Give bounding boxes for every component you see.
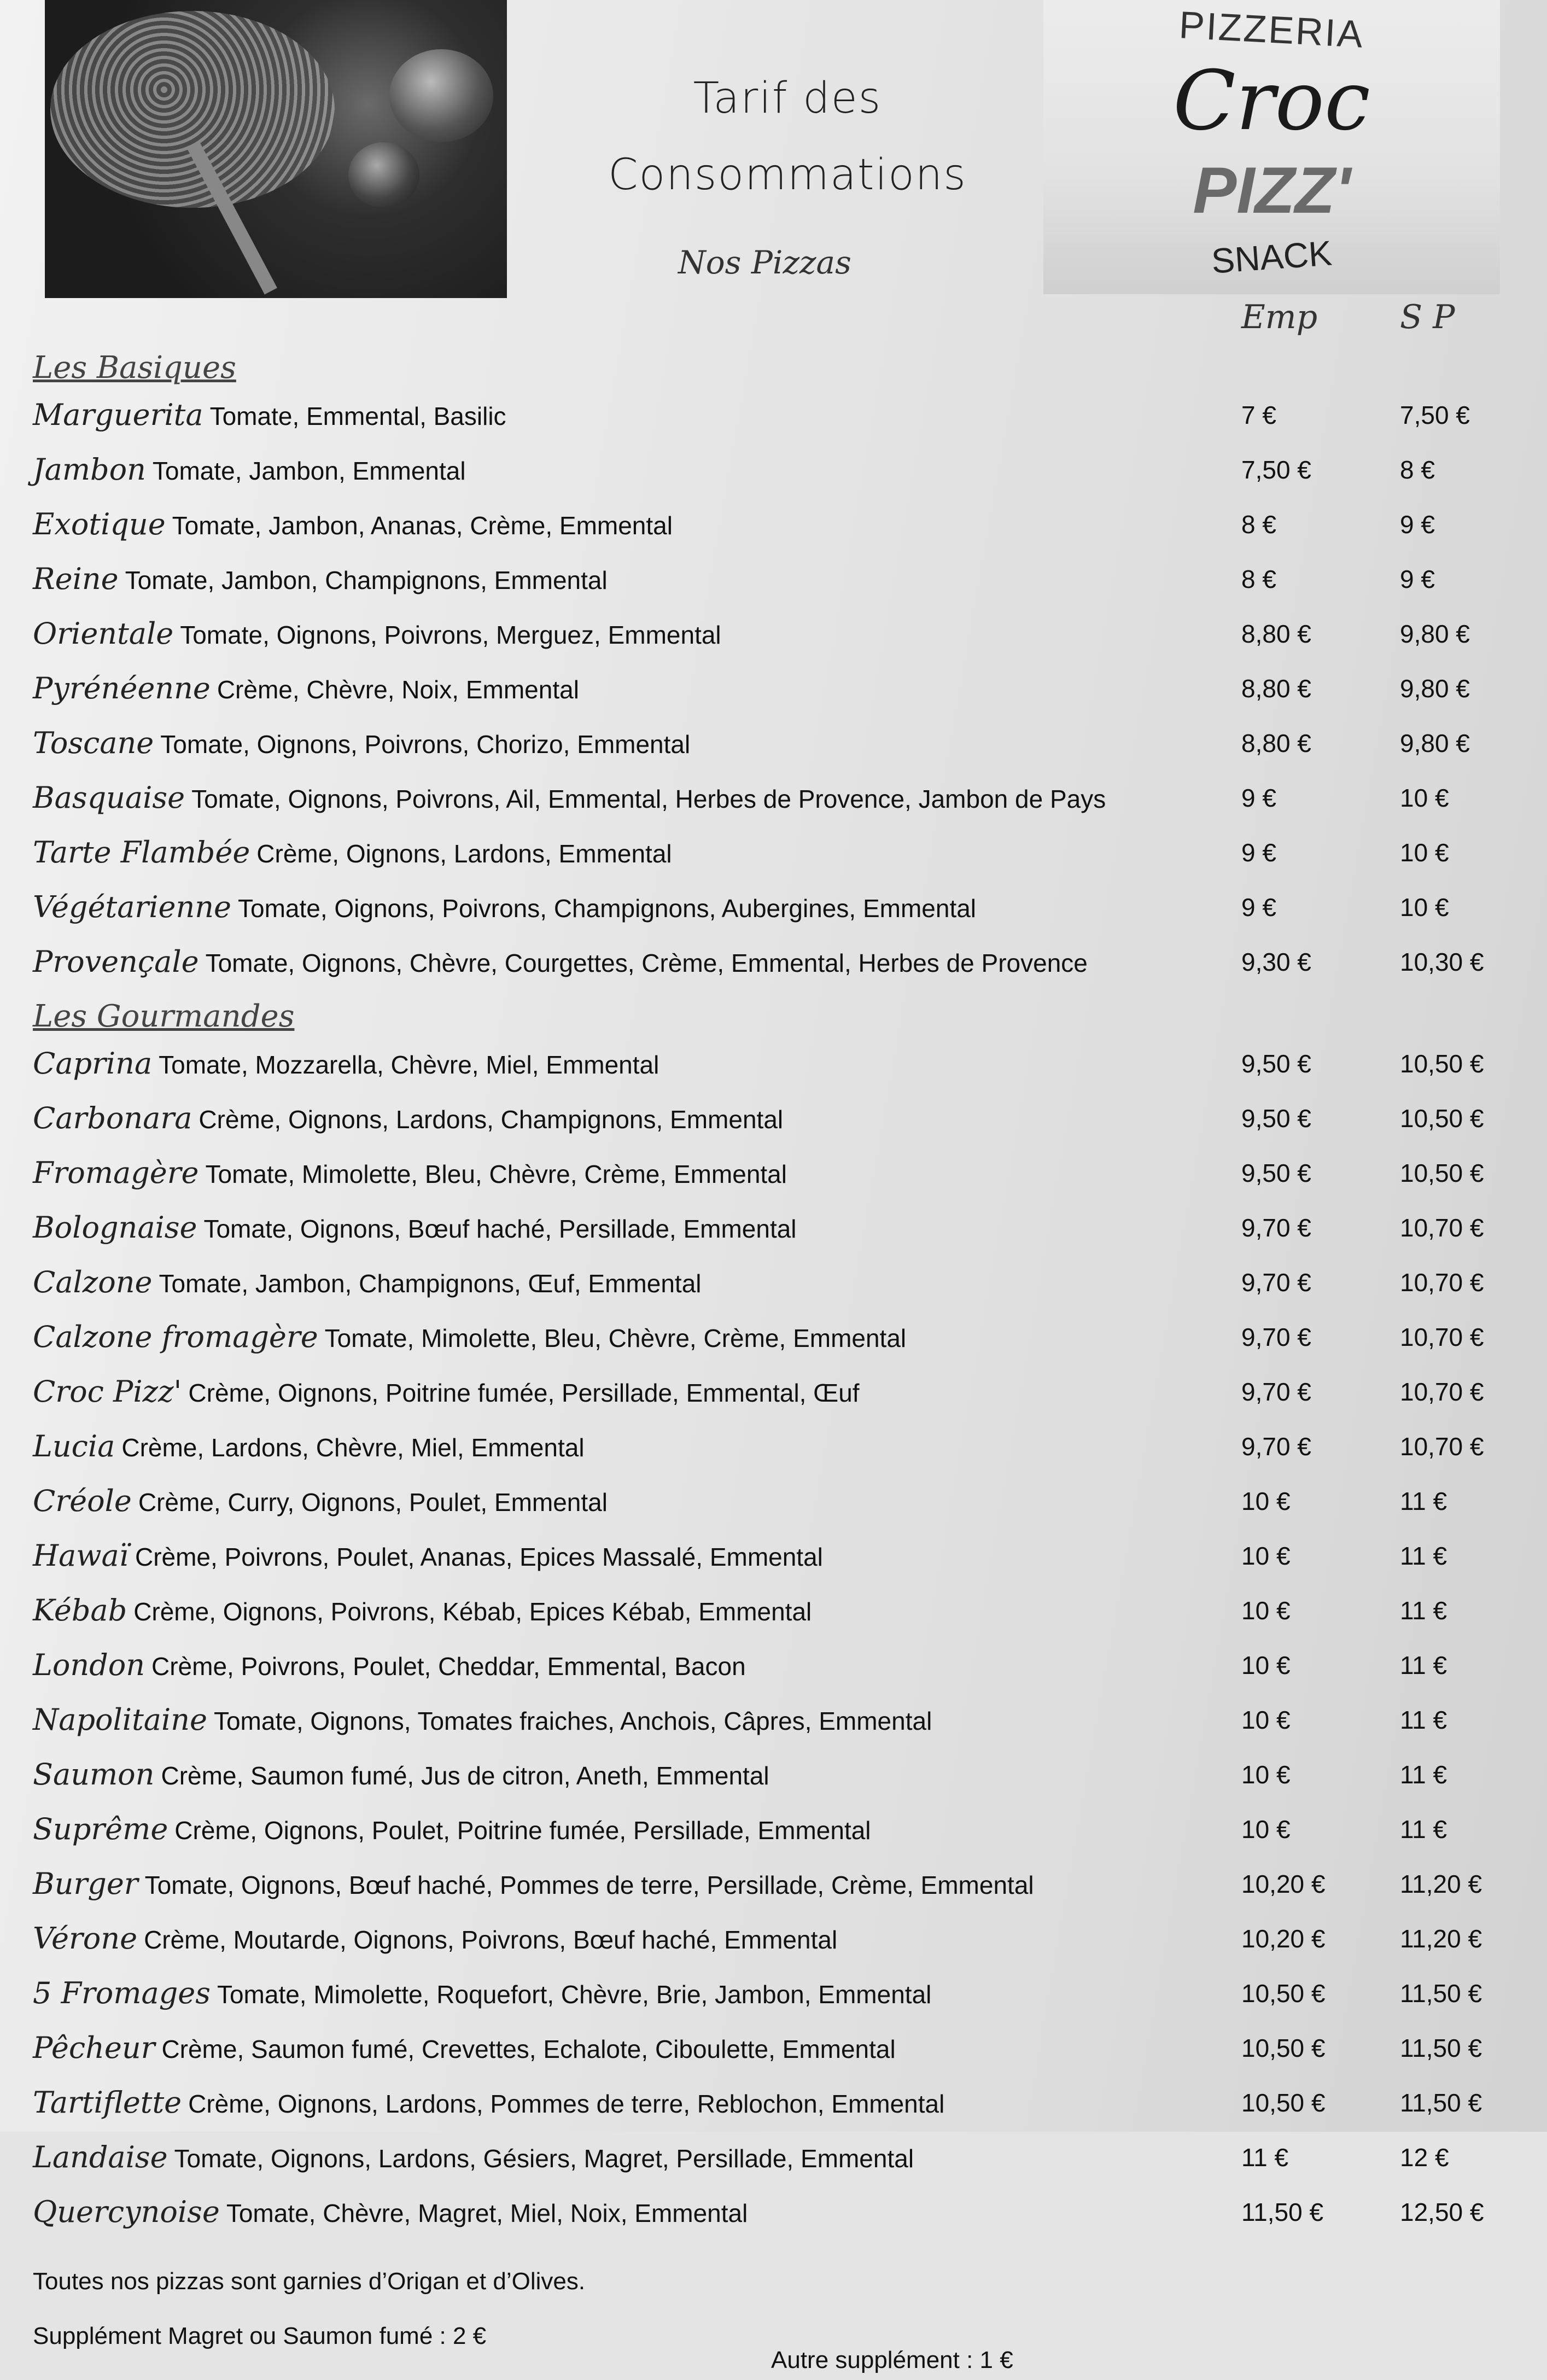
- price-sp: 11,50 €: [1400, 2034, 1482, 2062]
- menu-item: [33, 1532, 1531, 1587]
- pizza-name: Caprina: [33, 1046, 153, 1081]
- pizza-ingredients: Tomate, Emmental, Basilic: [209, 402, 506, 430]
- pizza-ingredients: Crème, Curry, Oignons, Poulet, Emmental: [138, 1488, 608, 1516]
- pizza-ingredients: Tomate, Jambon, Ananas, Crème, Emmental: [172, 511, 673, 540]
- pizza-description: [33, 1423, 1214, 1478]
- tomato-image: [389, 49, 493, 142]
- price-emp: 9,50 €: [1241, 1049, 1311, 1078]
- price-sp: 11,20 €: [1400, 1924, 1482, 1953]
- price-emp: 9 €: [1241, 784, 1276, 812]
- price-sp: 11 €: [1400, 1542, 1447, 1570]
- menu-item: [33, 938, 1531, 993]
- pizza-description: [33, 829, 1214, 884]
- pizza-name: Carbonara: [33, 1101, 192, 1135]
- price-sp: 10,30 €: [1400, 948, 1484, 976]
- pizza-description: [33, 1368, 1214, 1423]
- price-sp: 10,70 €: [1400, 1268, 1484, 1297]
- pizza-ingredients: Crème, Oignons, Lardons, Champignons, Emmental: [199, 1105, 784, 1134]
- menu-item: [33, 884, 1531, 938]
- tomato-image: [348, 142, 419, 208]
- price-emp: 8 €: [1241, 565, 1276, 593]
- menu-item: [33, 1970, 1531, 2025]
- menu-item: [33, 2134, 1531, 2189]
- pizza-ingredients: Crème, Poivrons, Poulet, Cheddar, Emmental, Bacon: [151, 1652, 746, 1681]
- menu-item: [33, 1204, 1531, 1259]
- price-emp: 10 €: [1241, 1815, 1291, 1844]
- menu-list: [33, 345, 1531, 2243]
- price-emp: 9 €: [1241, 893, 1276, 921]
- price-emp: 9,70 €: [1241, 1268, 1311, 1297]
- logo-top-text: PIZZERIA: [1178, 3, 1365, 56]
- pizza-description: [33, 1642, 1214, 1696]
- pizza-description: [33, 1696, 1214, 1751]
- price-sp: 10,70 €: [1400, 1214, 1484, 1242]
- pizza-photo: [45, 0, 507, 298]
- pizza-name: Créole: [33, 1484, 132, 1518]
- menu-item: [33, 2189, 1531, 2243]
- price-emp: 10,50 €: [1241, 1979, 1326, 2008]
- menu-item: [33, 720, 1531, 774]
- pizza-ingredients: Tomate, Oignons, Bœuf haché, Pommes de terre, Persillade, Crème, Emmental: [144, 1871, 1034, 1899]
- price-sp: 7,50 €: [1400, 401, 1470, 429]
- price-sp: 11 €: [1400, 1815, 1447, 1844]
- pizza-ingredients: Crème, Saumon fumé, Crevettes, Echalote, Ciboulette, Emmental: [161, 2035, 896, 2063]
- price-sp: 11,50 €: [1400, 1979, 1482, 2008]
- menu-item: [33, 1150, 1531, 1204]
- menu-item: [33, 1259, 1531, 1314]
- logo-bottom-text: SNACK: [1210, 233, 1333, 281]
- pizza-description: [33, 1532, 1214, 1587]
- pizza-ingredients: Crème, Saumon fumé, Jus de citron, Aneth, Emmental: [161, 1761, 769, 1790]
- price-sp: 10,70 €: [1400, 1432, 1484, 1461]
- pizza-name: Kébab: [33, 1593, 127, 1628]
- pizza-name: Provençale: [33, 944, 199, 979]
- price-emp: 8,80 €: [1241, 729, 1311, 757]
- pizza-description: [33, 938, 1214, 993]
- pizza-name: Tartiflette: [33, 2085, 182, 2120]
- price-sp: 10,70 €: [1400, 1323, 1484, 1351]
- menu-item: [33, 1860, 1531, 1915]
- menu-item: [33, 2079, 1531, 2134]
- pizza-name: Pyrénéenne: [33, 671, 211, 705]
- pizza-description: [33, 1095, 1214, 1150]
- menu-item: [33, 1478, 1531, 1532]
- column-header-sp: S P: [1400, 298, 1455, 336]
- garnish-note: Toutes nos pizzas sont garnies d’Origan et d’Olives.: [33, 2268, 586, 2295]
- price-sp: 10,50 €: [1400, 1104, 1484, 1133]
- price-sp: 11 €: [1400, 1706, 1447, 1734]
- pizza-description: [33, 1314, 1214, 1368]
- menu-item: [33, 665, 1531, 720]
- pizza-description: [33, 1204, 1214, 1259]
- pizza-description: [33, 1860, 1214, 1915]
- price-emp: 10,20 €: [1241, 1870, 1326, 1898]
- pizza-name: Végétarienne: [33, 890, 231, 924]
- pizza-name: Burger: [33, 1866, 138, 1901]
- pizza-ingredients: Crème, Oignons, Lardons, Emmental: [256, 839, 672, 868]
- section-heading: Les Basiques: [33, 350, 236, 386]
- pizza-ingredients: Tomate, Oignons, Poivrons, Chorizo, Emmental: [160, 730, 691, 759]
- pizza-name: Basquaise: [33, 780, 185, 815]
- menu-item: [33, 610, 1531, 665]
- menu-item: [33, 501, 1531, 556]
- price-sp: 10,70 €: [1400, 1378, 1484, 1406]
- pizza-name: Fromagère: [33, 1156, 199, 1190]
- pizza-ingredients: Crème, Oignons, Lardons, Pommes de terre, Reblochon, Emmental: [188, 2090, 945, 2118]
- pizza-ingredients: Crème, Oignons, Poitrine fumée, Persillade, Emmental, Œuf: [188, 1379, 860, 1407]
- price-sp: 10,50 €: [1400, 1159, 1484, 1187]
- price-sp: 11 €: [1400, 1760, 1447, 1789]
- page-title: [547, 60, 1028, 213]
- pizza-name: Pêcheur: [33, 2031, 155, 2065]
- menu-item: [33, 1915, 1531, 1970]
- section-heading: Les Gourmandes: [33, 999, 295, 1034]
- pizza-description: [33, 2025, 1214, 2079]
- price-emp: 9 €: [1241, 838, 1276, 867]
- pizza-ingredients: Tomate, Mozzarella, Chèvre, Miel, Emmental: [159, 1051, 659, 1079]
- pizza-description: [33, 2079, 1214, 2134]
- pizza-name: Tarte Flambée: [33, 835, 250, 870]
- price-emp: 10 €: [1241, 1487, 1291, 1515]
- price-sp: 11,50 €: [1400, 2089, 1482, 2117]
- price-emp: 10 €: [1241, 1706, 1291, 1734]
- pizza-ingredients: Crème, Oignons, Poivrons, Kébab, Epices Kébab, Emmental: [133, 1597, 812, 1626]
- menu-item: [33, 1423, 1531, 1478]
- pizza-ingredients: Tomate, Jambon, Emmental: [152, 457, 466, 485]
- menu-item: [33, 1587, 1531, 1642]
- pizza-ingredients: Crème, Moutarde, Oignons, Poivrons, Bœuf haché, Emmental: [144, 1926, 838, 1954]
- price-sp: 11 €: [1400, 1487, 1447, 1515]
- pizza-image: [50, 11, 335, 208]
- pizza-name: Orientale: [33, 616, 174, 651]
- menu-item: [33, 2025, 1531, 2079]
- price-emp: 10 €: [1241, 1760, 1291, 1789]
- pizza-ingredients: Tomate, Jambon, Champignons, Œuf, Emmental: [159, 1269, 702, 1298]
- pizza-ingredients: Crème, Chèvre, Noix, Emmental: [217, 675, 579, 704]
- menu-item: [33, 1314, 1531, 1368]
- pizza-description: [33, 774, 1214, 829]
- other-supplement-note: Autre supplément : 1 €: [771, 2347, 1013, 2373]
- price-emp: 9,70 €: [1241, 1214, 1311, 1242]
- pizza-description: [33, 610, 1214, 665]
- menu-content: [33, 345, 1531, 2380]
- pizza-name: Toscane: [33, 726, 154, 760]
- pizza-description: [33, 501, 1214, 556]
- price-emp: 11,50 €: [1241, 2198, 1324, 2226]
- pizza-description: [33, 720, 1214, 774]
- pizza-ingredients: Crème, Oignons, Poulet, Poitrine fumée, Persillade, Emmental: [174, 1816, 871, 1845]
- pizza-description: [33, 1150, 1214, 1204]
- pizza-description: [33, 556, 1214, 610]
- menu-item: [33, 392, 1531, 446]
- price-emp: 8 €: [1241, 510, 1276, 539]
- price-sp: 9,80 €: [1400, 729, 1470, 757]
- pizza-name: Calzone fromagère: [33, 1320, 318, 1354]
- price-emp: 10 €: [1241, 1542, 1291, 1570]
- pizza-ingredients: Tomate, Mimolette, Roquefort, Chèvre, Brie, Jambon, Emmental: [217, 1980, 932, 2009]
- pizza-ingredients: Tomate, Mimolette, Bleu, Chèvre, Crème, Emmental: [205, 1160, 787, 1188]
- price-emp: 9,70 €: [1241, 1323, 1311, 1351]
- price-emp: 9,30 €: [1241, 948, 1311, 976]
- price-sp: 11,20 €: [1400, 1870, 1482, 1898]
- price-sp: 12 €: [1400, 2143, 1449, 2172]
- menu-item: [33, 1095, 1531, 1150]
- title-line: Consommations: [608, 150, 967, 200]
- pizza-description: [33, 884, 1214, 938]
- pizza-ingredients: Tomate, Chèvre, Magret, Miel, Noix, Emmental: [226, 2199, 748, 2227]
- pizza-name: Suprême: [33, 1812, 168, 1846]
- logo-bold-text: PIZZ': [1193, 154, 1351, 227]
- price-emp: 10,50 €: [1241, 2089, 1326, 2117]
- pizza-name: Lucia: [33, 1429, 115, 1463]
- menu-item: [33, 556, 1531, 610]
- pizza-description: [33, 1751, 1214, 1806]
- pizza-description: [33, 1915, 1214, 1970]
- price-sp: 10,50 €: [1400, 1049, 1484, 1078]
- pizza-name: Vérone: [33, 1921, 138, 1956]
- pizza-description: [33, 1587, 1214, 1642]
- pizza-description: [33, 1478, 1214, 1532]
- pizza-description: [33, 2134, 1214, 2189]
- price-emp: 8,80 €: [1241, 674, 1311, 703]
- price-sp: 12,50 €: [1400, 2198, 1484, 2226]
- price-sp: 10 €: [1400, 784, 1449, 812]
- price-sp: 9,80 €: [1400, 674, 1470, 703]
- price-sp: 8 €: [1400, 456, 1435, 484]
- price-emp: 9,50 €: [1241, 1104, 1311, 1133]
- pizza-name: Quercynoise: [33, 2195, 220, 2229]
- supplement-line: [33, 2320, 1531, 2380]
- pizza-name: Reine: [33, 562, 119, 596]
- menu-item: [33, 1751, 1531, 1806]
- price-emp: 8,80 €: [1241, 620, 1311, 648]
- pizza-name: Jambon: [33, 452, 146, 487]
- menu-item: [33, 1806, 1531, 1860]
- pizza-ingredients: Tomate, Oignons, Lardons, Gésiers, Magret, Persillade, Emmental: [174, 2144, 914, 2173]
- pizza-ingredients: Crème, Lardons, Chèvre, Miel, Emmental: [121, 1433, 585, 1462]
- logo-script-text: Croc: [1173, 54, 1370, 149]
- price-sp: 11 €: [1400, 1596, 1447, 1625]
- column-header-emp: Emp: [1241, 298, 1318, 336]
- price-sp: 10 €: [1400, 893, 1449, 921]
- pizzeria-logo: [1043, 0, 1500, 294]
- pizza-ingredients: Tomate, Oignons, Tomates fraiches, Anchois, Câpres, Emmental: [213, 1707, 932, 1735]
- section-subtitle: Nos Pizzas: [678, 244, 851, 281]
- supplement-note: Supplément Magret ou Saumon fumé : 2 €: [33, 2323, 487, 2349]
- pizza-name: Croc Pizz': [33, 1374, 182, 1409]
- pizza-ingredients: Tomate, Oignons, Chèvre, Courgettes, Crème, Emmental, Herbes de Provence: [205, 949, 1088, 977]
- pizza-ingredients: Crème, Poivrons, Poulet, Ananas, Epices Massalé, Emmental: [135, 1543, 823, 1571]
- menu-item: [33, 829, 1531, 884]
- pizza-ingredients: Tomate, Oignons, Poivrons, Merguez, Emmental: [180, 621, 721, 649]
- pizza-description: [33, 1040, 1214, 1095]
- pizza-description: [33, 1259, 1214, 1314]
- pizza-ingredients: Tomate, Jambon, Champignons, Emmental: [125, 566, 608, 594]
- price-sp: 9 €: [1400, 565, 1435, 593]
- menu-item: [33, 1040, 1531, 1095]
- price-emp: 10,50 €: [1241, 2034, 1326, 2062]
- pizza-ingredients: Tomate, Oignons, Bœuf haché, Persillade, Emmental: [203, 1215, 797, 1243]
- pizza-ingredients: Tomate, Oignons, Poivrons, Champignons, Aubergines, Emmental: [237, 894, 977, 923]
- price-emp: 7,50 €: [1241, 456, 1311, 484]
- price-emp: 10 €: [1241, 1596, 1291, 1625]
- pizza-name: Landaise: [33, 2140, 168, 2174]
- pizza-name: Exotique: [33, 507, 166, 541]
- pizza-name: Hawaï: [33, 1538, 129, 1573]
- pizza-description: [33, 2189, 1214, 2243]
- price-emp: 9,70 €: [1241, 1378, 1311, 1406]
- menu-item: [33, 1642, 1531, 1696]
- pizza-ingredients: Tomate, Mimolette, Bleu, Chèvre, Crème, Emmental: [324, 1324, 907, 1352]
- price-emp: 7 €: [1241, 401, 1276, 429]
- price-sp: 9,80 €: [1400, 620, 1470, 648]
- pizza-description: [33, 392, 1214, 446]
- price-emp: 10 €: [1241, 1651, 1291, 1679]
- price-emp: 11 €: [1241, 2143, 1289, 2172]
- title-line: Tarif des: [693, 74, 882, 123]
- pizza-description: [33, 1806, 1214, 1860]
- price-sp: 9 €: [1400, 510, 1435, 539]
- pizza-name: London: [33, 1648, 145, 1682]
- price-sp: 10 €: [1400, 838, 1449, 867]
- price-emp: 9,50 €: [1241, 1159, 1311, 1187]
- price-sp: 11 €: [1400, 1651, 1447, 1679]
- pizza-name: 5 Fromages: [33, 1976, 211, 2010]
- pizza-ingredients: Tomate, Oignons, Poivrons, Ail, Emmental, Herbes de Provence, Jambon de Pays: [191, 785, 1106, 813]
- menu-footer: [33, 2265, 1531, 2380]
- pizza-name: Napolitaine: [33, 1702, 207, 1737]
- pizza-description: [33, 446, 1214, 501]
- menu-item: [33, 1368, 1531, 1423]
- pizza-name: Calzone: [33, 1265, 153, 1299]
- pizza-description: [33, 665, 1214, 720]
- pizza-description: [33, 1970, 1214, 2025]
- pizza-name: Marguerita: [33, 398, 203, 432]
- price-emp: 10,20 €: [1241, 1924, 1326, 1953]
- pizza-name: Saumon: [33, 1757, 155, 1792]
- pizza-name: Bolognaise: [33, 1210, 197, 1245]
- menu-item: [33, 774, 1531, 829]
- price-emp: 9,70 €: [1241, 1432, 1311, 1461]
- menu-item: [33, 446, 1531, 501]
- menu-item: [33, 1696, 1531, 1751]
